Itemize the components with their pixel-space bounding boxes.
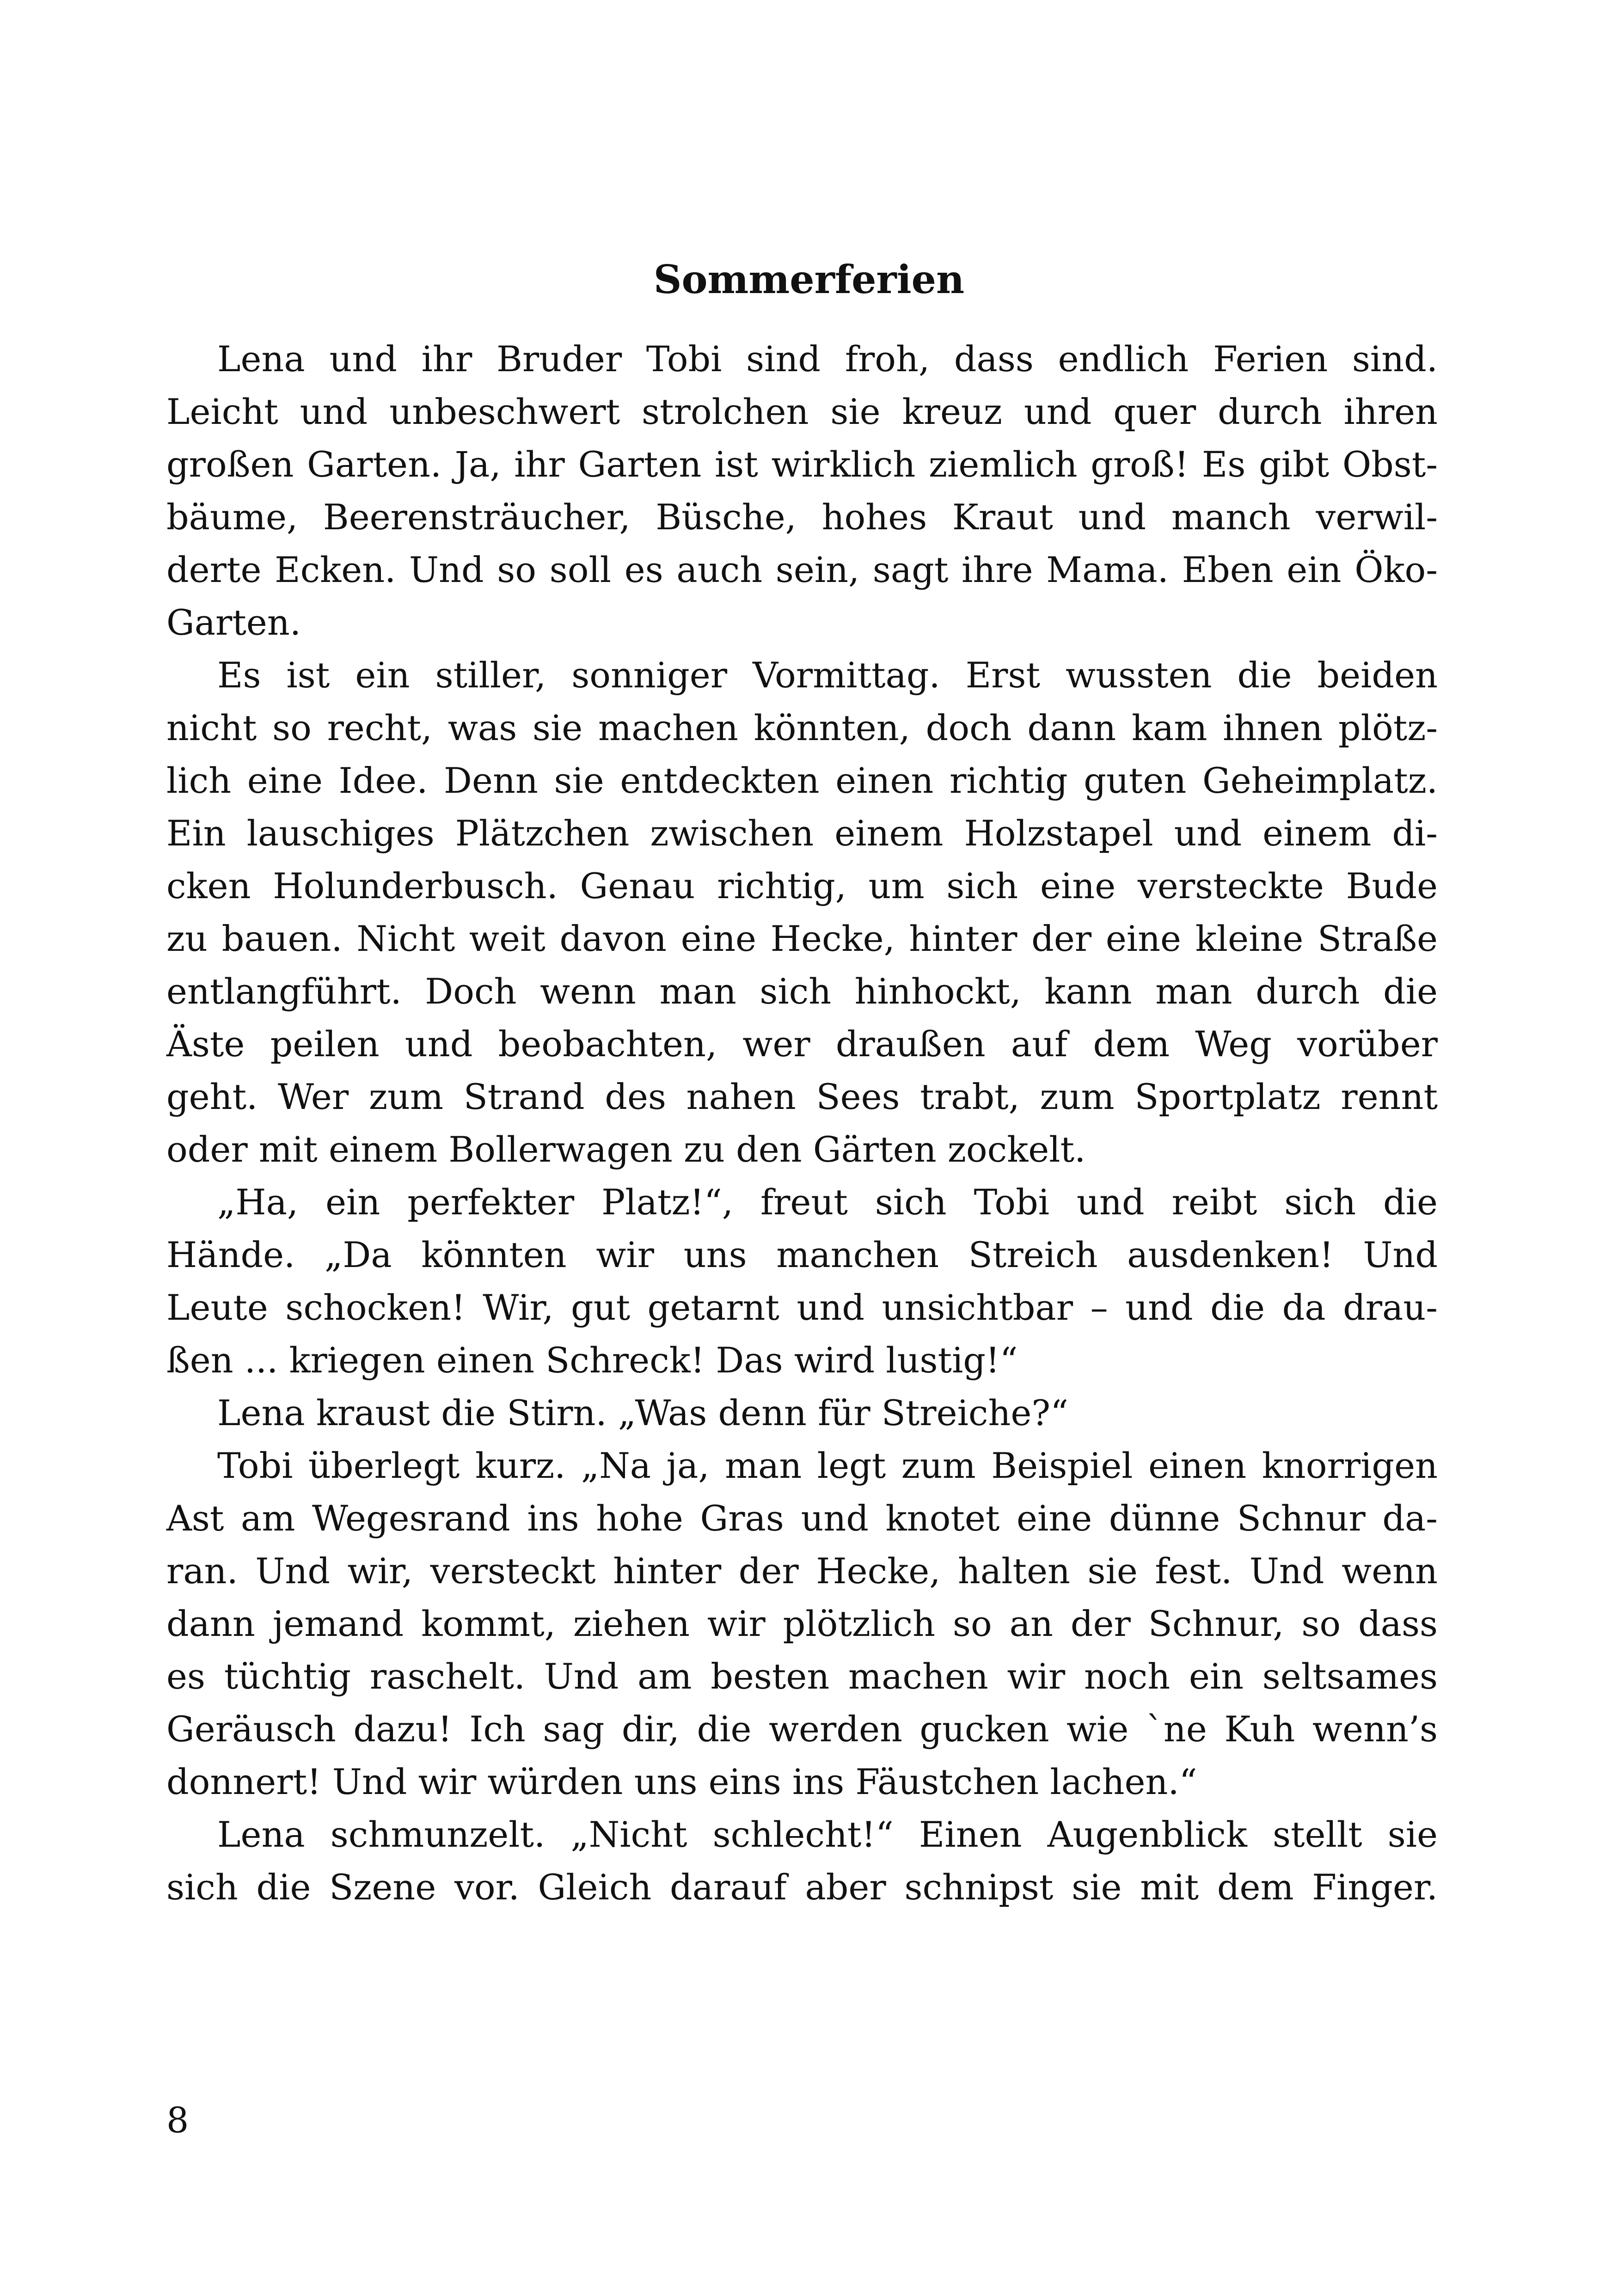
text-line: lich eine Idee. Denn sie entdeckten einen richtig guten Geheimplatz. bbox=[166, 760, 1438, 801]
text-line: Garten. bbox=[166, 602, 301, 643]
text-line: dann jemand kommt, ziehen wir plötzlich so an der Schnur, so dass bbox=[166, 1603, 1438, 1644]
text-line: cken Holunderbusch. Genau richtig, um sich eine versteckte Bude bbox=[166, 865, 1438, 906]
text-line: zu bauen. Nicht weit davon eine Hecke, hinter der eine kleine Straße bbox=[166, 918, 1438, 959]
text-line: derte Ecken. Und so soll es auch sein, sagt ihre Mama. Eben ein Öko- bbox=[166, 549, 1438, 590]
text-line: ran. Und wir, versteckt hinter der Hecke, halten sie fest. Und wenn bbox=[166, 1550, 1438, 1592]
text-line: oder mit einem Bollerwagen zu den Gärten zockelt. bbox=[166, 1129, 1086, 1170]
text-line: Äste peilen und beobachten, wer draußen auf dem Weg vorüber bbox=[166, 1023, 1438, 1065]
text-line: Hände. „Da könnten wir uns manchen Streich ausdenken! Und bbox=[166, 1234, 1438, 1275]
text-line: geht. Wer zum Strand des nahen Sees trabt, zum Sportplatz rennt bbox=[166, 1076, 1438, 1117]
text-line: es tüchtig raschelt. Und am besten machen wir noch ein seltsames bbox=[166, 1656, 1438, 1697]
text-line: Lena kraust die Stirn. „Was denn für Streiche?“ bbox=[217, 1392, 1068, 1433]
text-line: bäume, Beerensträucher, Büsche, hohes Kraut und manch verwil- bbox=[166, 496, 1438, 538]
text-line: Ast am Wegesrand ins hohe Gras und knotet eine dünne Schnur da- bbox=[166, 1498, 1438, 1539]
text-line: großen Garten. Ja, ihr Garten ist wirklich ziemlich groß! Es gibt Obst- bbox=[166, 444, 1438, 485]
chapter-title: Sommerferien bbox=[653, 257, 965, 302]
text-line: nicht so recht, was sie machen könnten, doch dann kam ihnen plötz- bbox=[166, 707, 1438, 748]
text-line: „Ha, ein perfekter Platz!“, freut sich Tobi und reibt sich die bbox=[217, 1182, 1438, 1223]
text-line: Geräusch dazu! Ich sag dir, die werden gucken wie `ne Kuh wenn’s bbox=[166, 1708, 1438, 1750]
text-line: sich die Szene vor. Gleich darauf aber schnipst sie mit dem Finger. bbox=[166, 1867, 1438, 1908]
text-line: Leicht und unbeschwert strolchen sie kreuz und quer durch ihren bbox=[166, 391, 1438, 432]
text-line: Lena und ihr Bruder Tobi sind froh, dass endlich Ferien sind. bbox=[217, 338, 1438, 380]
text-line: entlangführt. Doch wenn man sich hinhockt, kann man durch die bbox=[166, 971, 1438, 1012]
text-line: Leute schocken! Wir, gut getarnt und unsichtbar – und die da drau- bbox=[166, 1287, 1438, 1328]
text-line: Ein lauschiges Plätzchen zwischen einem Holzstapel und einem di- bbox=[166, 813, 1438, 854]
page-number: 8 bbox=[166, 2100, 189, 2141]
text-line: Tobi überlegt kurz. „Na ja, man legt zum Beispiel einen knorrigen bbox=[217, 1445, 1438, 1486]
body-text bbox=[166, 333, 1438, 1914]
text-line: ßen ... kriegen einen Schreck! Das wird lustig!“ bbox=[166, 1340, 1018, 1381]
text-line: donnert! Und wir würden uns eins ins Fäustchen lachen.“ bbox=[166, 1761, 1197, 1802]
text-line: Es ist ein stiller, sonniger Vormittag. Erst wussten die beiden bbox=[217, 655, 1438, 696]
text-line: Lena schmunzelt. „Nicht schlecht!“ Einen Augenblick stellt sie bbox=[217, 1814, 1438, 1855]
